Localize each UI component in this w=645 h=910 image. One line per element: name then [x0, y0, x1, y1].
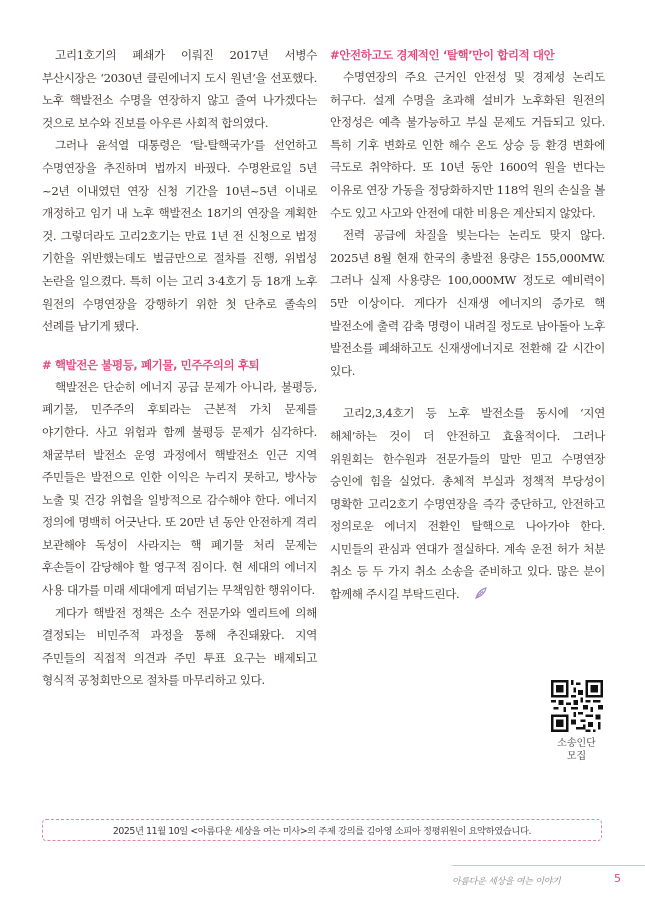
qr-code-icon[interactable]: [551, 680, 603, 732]
paragraph: 수명연장의 주요 근거인 안전성 및 경제성 논리도 허구다. 설계 수명을 초과해 설비가 노후화된 원전의 안정성은 예측 불가능하고 부실 문제도 거듭되고 있다. 특히 기후 변화로 인한 해수 온도 상승 등 환경 변화에 극도로 취약하다. 또 10년 동안 1600억 원을 번다는 이유로 연장 가동을 정당화하지만 118억 원의 손실을 볼 수도 있고 사고와 안전에 대한 비용은 계산되지 않았다.: [330, 70, 605, 220]
footer-title: 아름다운 세상을 여는 이야기: [452, 877, 561, 887]
paragraph: 핵발전은 단순히 에너지 공급 문제가 아니라, 불평등, 폐기물, 민주주의 후퇴라는 근본적 가치 문제를 야기한다. 사고 위험과 함께 불평등 문제가 심각하다. 채굴부터 발전소 운영 과정에서 핵발전소 인근 지역 주민들은 발전으로 인한 이익은 누리지 못하고, 방사능 노출 및 건강 위협을 일방적으로 감수해야 한다. 에너지 정의에 명백히 어긋난다. 또 20만 년 동안 안전하게 격리 보관해야 독성이 사라지는 핵 폐기물 처리 문제는 후손들이 감당해야 할 영구적 짐이다. 현 세대의 에너지 사용 대가를 미래 세대에게 떠넘기는 무책임한 행위이다.: [42, 379, 317, 598]
qr-label: 소송인단 모집: [557, 738, 596, 762]
source-note-box: [42, 819, 602, 841]
paragraph-text: 고리2,3,4호기 등 노후 발전소를 동시에 ‘지연 해체’하는 것이 더 안전하고 효율적이다. 그러나 위원회는 한수원과 전문가들의 말만 믿고 수명연장 승인에 힘을 실었다. 총체적 부실과 정책적 부당성이 명확한 고리2호기 수명연장을 즉각 중단하고, 안전하고 정의로운 에너지 전환인 탈핵으로 나아가야 한다. 시민들의 관심과 연대가 절실하다. 계속 운전 허가 처분 취소 등 두 가지 취소 소송을 준비하고 있다. 많은 분이 함께해 주시길 부탁드린다.: [330, 406, 605, 602]
left-column: [42, 44, 317, 692]
page-number: 5: [614, 872, 621, 885]
qr-block[interactable]: [549, 680, 604, 763]
footer-divider: [452, 865, 645, 866]
right-column: [330, 44, 605, 608]
paragraph: 게다가 핵발전 정책은 소수 전문가와 엘리트에 의해 결정되는 비민주적 과정을 통해 추진돼왔다. 지역 주민들의 직접적 의견과 주민 투표 요구는 배제되고 형식적 공청회만으로 절차를 마무리하고 있다.: [42, 605, 317, 688]
paragraph: 전력 공급에 차질을 빚는다는 논리도 맞지 않다. 2025년 8월 현재 한국의 총발전 용량은 155,000MW. 그러나 실제 사용량은 100,000MW 정도로 예비력이 5만 이상이다. 게다가 신재생 에너지의 증가로 핵 발전소에 출력 감축 명령이 내려질 정도로 남아돌아 노후 발전소를 폐쇄하고도 신재생에너지로 전환해 갈 시간이 있다.: [330, 228, 605, 378]
source-note: 2025년 11월 10일 <아름다운 세상을 여는 미사>의 주제 강의를 김아영 소피아 정평위원이 요약하였습니다.: [112, 826, 532, 837]
leaf-icon: [461, 585, 488, 608]
section-heading: # 핵발전은 불평등, 폐기물, 민주주의의 후퇴: [42, 357, 260, 372]
paragraph: 고리1호기의 폐쇄가 이뤄진 2017년 서병수 부산시장은 ‘2030년 클린에너지 도시 원년’을 선포했다. 노후 핵발전소 수명을 연장하지 않고 줄여 나가겠다는 것으로 보수와 진보를 아우른 사회적 합의였다.: [42, 48, 317, 130]
section-heading: #안전하고도 경제적인 ‘탈핵’만이 합리적 대안: [330, 48, 555, 62]
paragraph: 그러나 윤석열 대통령은 ‘탈-탈핵국가’를 선언하고 수명연장을 추진하며 법까지 바꿨다. 수명완료일 5년~2년 이내였던 연장 신청 기간을 10년~5년 이내로 개정하고 임기 내 노후 핵발전소 18기의 연장을 계획한 것. 그렇더라도 고리2호기는 만료 1년 전 신청으로 법정 기한을 위반했는데도 벌금만으로 절차를 진행, 위법성 논란을 일으켰다. 특히 이는 고리 3·4호기 등 18개 노후 원전의 수명연장을 강행하기 위한 첫 단추로 졸속의 선례를 남기게 됐다.: [42, 138, 317, 334]
paragraph-final: [330, 402, 605, 607]
